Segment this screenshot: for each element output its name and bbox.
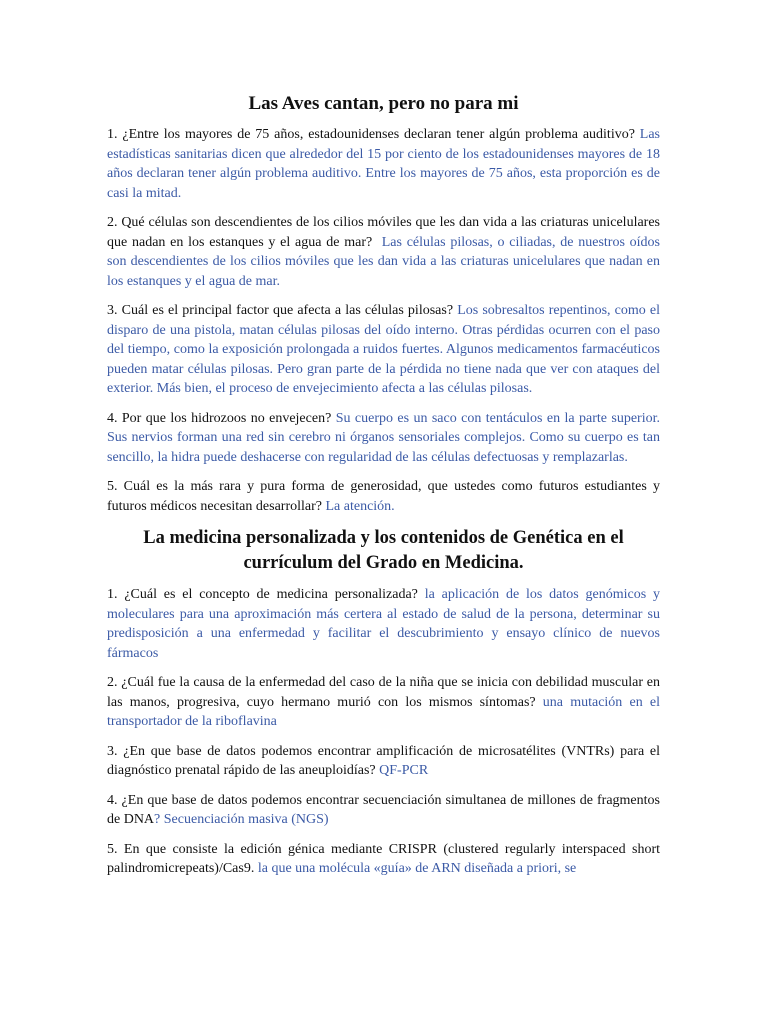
- qa-item: [107, 125, 660, 203]
- answer-text: QF-PCR: [379, 763, 429, 778]
- qa-item: [107, 409, 660, 468]
- section-title-aves: Las Aves cantan, pero no para mi: [248, 93, 519, 114]
- question-text: 4. ¿En que base de datos podemos encontrar secuenciación simultanea de millones de fragmentos de DNA: [107, 792, 660, 827]
- question-text: 3. Cuál es el principal factor que afecta a las células pilosas?: [107, 303, 454, 318]
- qa-item: [107, 791, 660, 830]
- section-title-medicina: La medicina personalizada y los contenidos de Genética en el currículum del Grado en Medicina.: [143, 528, 624, 573]
- answer-text: la aplicación de los datos genómicos y moleculares para una aproximación más certera al estado de salud de la persona, determinar su predisposición a una enfermedad y facilitar el descubrimiento y ensayo clínico de nuevos fármacos: [107, 587, 661, 661]
- qa-item: [107, 213, 660, 291]
- answer-text: una mutación en el transportador de la riboflavina: [107, 694, 660, 729]
- qa-item: [107, 301, 660, 399]
- answer-text: Su cuerpo es un saco con tentáculos en la parte superior. Sus nervios forman una red sin cerebro ni órganos sensoriales complejos. Como su cuerpo es tan sencillo, la hidra puede deshacerse con regularidad de las células defectuosas y remplazarlas.: [107, 410, 660, 465]
- answer-text: la que una molécula «guía» de ARN diseñada a priori, se: [257, 861, 577, 876]
- question-text: 2. Qué células son descendientes de los cilios móviles que les dan vida a las criaturas unicelulares que nadan en los estanques y el agua de mar?: [107, 215, 660, 250]
- qa-item: [107, 742, 660, 781]
- qa-item: [107, 477, 660, 516]
- question-text: 3. ¿En que base de datos podemos encontrar amplificación de microsatélites (VNTRs) para el diagnóstico prenatal rápido de las aneuploidías?: [107, 743, 660, 778]
- question-text: 5. Cuál es la más rara y pura forma de generosidad, que ustedes como futuros estudiantes y futuros médicos necesitan desarrollar?: [107, 479, 660, 514]
- answer-text: Las estadísticas sanitarias dicen que alrededor del 15 por ciento de los estadounidenses mayores de 18 años declaran tener algún problema auditivo. Entre los mayores de 75 años, esta proporción es de casi la mitad.: [107, 127, 660, 201]
- question-text: 4. Por que los hidrozoos no envejecen?: [107, 410, 332, 426]
- question-text: 1. ¿Cuál es el concepto de medicina personalizada?: [107, 587, 418, 602]
- qa-item: [107, 673, 660, 732]
- question-text: 1. ¿Entre los mayores de 75 años, estadounidenses declaran tener algún problema auditivo?: [107, 127, 635, 142]
- answer-text: ? Secuenciación masiva (NGS): [154, 812, 329, 827]
- qa-item: [107, 840, 660, 879]
- document-content: [107, 90, 660, 889]
- answer-text: La atención.: [325, 498, 395, 514]
- answer-text: Las células pilosas, o ciliadas, de nuestros oídos son descendientes de los cilios móviles que les dan vida a las criaturas unicelulares que nadan en los estanques y el agua de mar.: [107, 234, 661, 289]
- answer-text: Los sobresaltos repentinos, como el disparo de una pistola, matan células pilosas del oído interno. Otras pérdidas ocurren con el paso del tiempo, como la exposición prolongada a ruidos fuertes. Algunos medicamentos farmacéuticos pueden matar células pilosas. Pero gran parte de la pérdida no tiene nada que ver con ataques del exterior. Más bien, el proceso de envejecimiento afecta a las células pilosas.: [107, 303, 661, 396]
- qa-item: [107, 585, 660, 663]
- question-text: 2. ¿Cuál fue la causa de la enfermedad del caso de la niña que se inicia con debilidad muscular en las manos, progresiva, cuyo hermano murió con los mismos síntomas?: [107, 675, 660, 710]
- question-text: 5. En que consiste la edición génica mediante CRISPR (clustered regularly interspaced short palindromicrepeats)/Cas9.: [107, 841, 660, 876]
